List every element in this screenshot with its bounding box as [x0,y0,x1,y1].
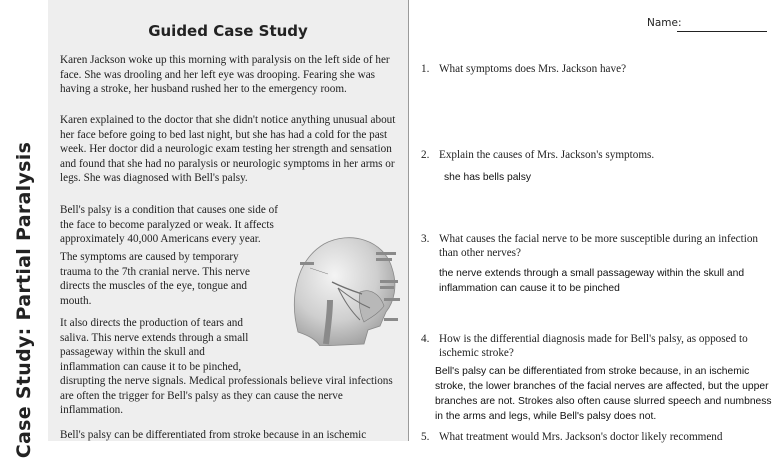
question-4 [421,332,776,361]
question-text: How is the differential diagnosis made for Bell's palsy, as opposed to ischemic stroke? [439,333,748,360]
side-title: Case Study: Partial Paralysis [13,141,35,458]
question-text: What symptoms does Mrs. Jackson have? [439,63,627,75]
case-paragraph-3: Bell's palsy is a condition that causes one side of the face to become paralyzed or weak. It affects approximately 40,000 Americans every year. [60,204,278,246]
answer-4[interactable]: Bell's palsy can be differentiated from stroke because, in an ischemic stroke, the lower branches of the facial nerves are affected, but the upper branches are not. Strokes also often cause slurred speech and numbness in the arms and legs, while Bell's palsy does not. [435,366,772,422]
case-paragraph-4: The symptoms are caused by temporary trauma to the 7th cranial nerve. This nerve directs the muscles of the eye, tongue and mouth. [60,251,250,307]
question-number: 5. [421,431,430,443]
case-study-panel [48,0,409,441]
answer-3[interactable]: the nerve extends through a small passageway within the skull and inflammation can cause it to be pinched [439,268,745,294]
case-paragraph-7: Bell's palsy can be differentiated from stroke because in an ischemic [60,429,367,441]
question-number: 1. [421,63,430,75]
question-3 [421,232,776,261]
case-paragraph-6: disrupting the nerve signals. Medical professionals believe viral infections are often the trigger for Bell's palsy as they can cause the nerve inflammation. [60,375,393,417]
answer-2[interactable]: she has bells palsy [444,172,532,183]
question-5 [421,430,776,444]
case-paragraph-1: Karen Jackson woke up this morning with paralysis on the left side of her face. She was drooling and her left eye was drooping. Fearing she was having a stroke, her husband rushed her to the emergency room. [60,54,390,96]
question-1 [421,62,776,76]
question-text: Explain the causes of Mrs. Jackson's symptoms. [439,149,655,161]
case-paragraph-5: It also directs the production of tears and saliva. This nerve extends through a small passageway within the skull and inflammation can cause it to be pinched, [60,317,249,373]
name-input-line[interactable] [677,31,767,32]
question-text: What treatment would Mrs. Jackson's doctor likely recommend [439,431,723,443]
question-number: 2. [421,149,430,161]
question-2 [421,148,776,162]
case-paragraph-2: Karen explained to the doctor that she didn't notice anything unusual about her face before going to bed last night, but she has had a cold for the past week. Her doctor did a neurologic exam testing her strength and sensation and found that she had no paralysis or neurologic symptoms in her arms or legs. She was diagnosed with Bell's palsy. [60,114,396,185]
question-text: What causes the facial nerve to be more susceptible during an infection than other nerves? [439,233,759,260]
name-label: Name: [647,17,682,29]
questions-panel [409,0,784,441]
question-number: 3. [421,233,430,245]
head-anatomy-illustration [280,222,406,346]
side-strip [0,0,48,458]
question-number: 4. [421,333,430,345]
page-title: Guided Case Study [148,22,308,40]
